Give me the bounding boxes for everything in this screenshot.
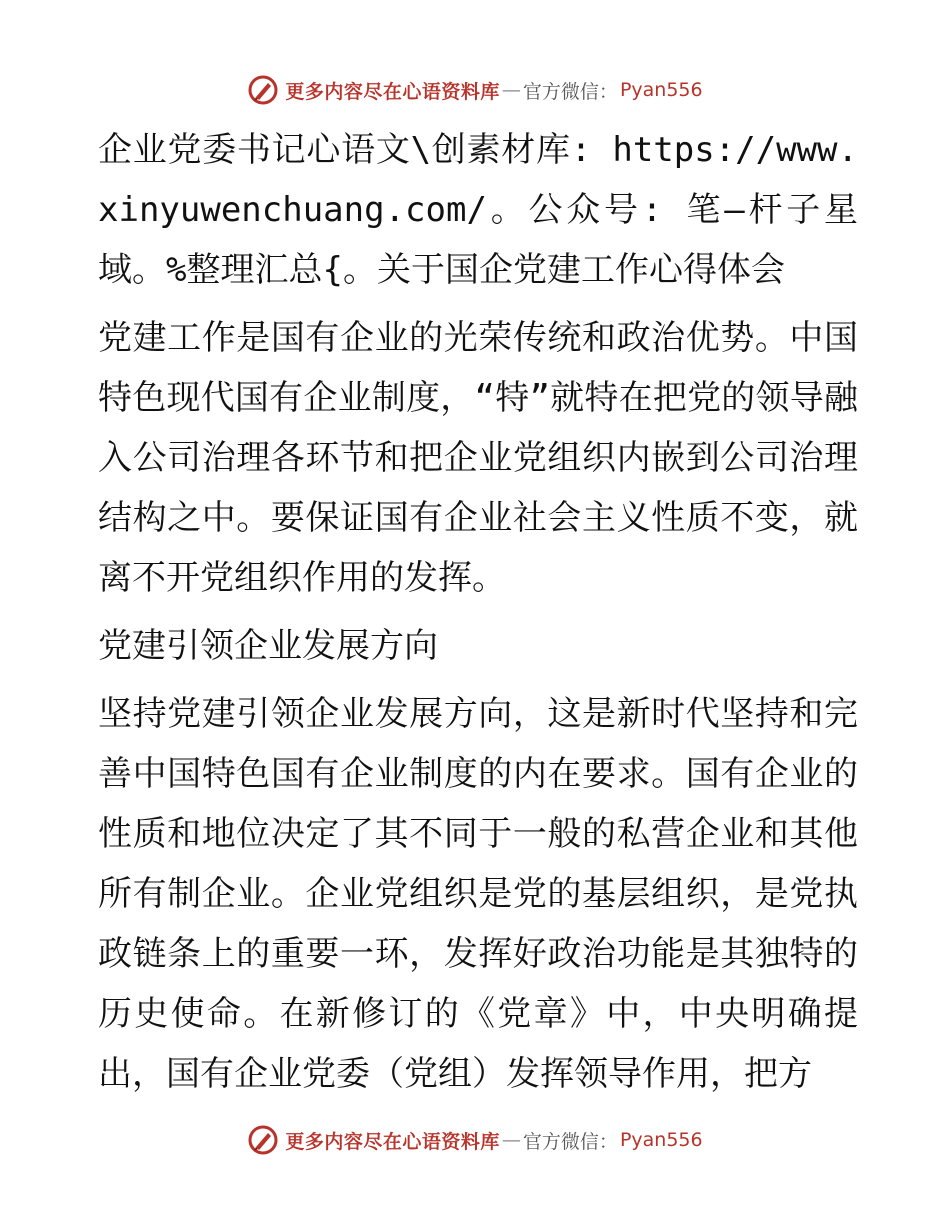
- watermark-text: 更多内容尽在心语资料库: [285, 80, 500, 103]
- watermark-header: [0, 70, 950, 110]
- watermark-separator: —: [501, 79, 521, 101]
- section-heading: 党建引领企业发展方向: [98, 626, 438, 666]
- pen-logo-icon: [247, 74, 279, 106]
- wechat-id: Pyan556: [619, 79, 703, 101]
- watermark-separator: —: [501, 1129, 521, 1151]
- watermark-footer: [0, 1120, 950, 1160]
- watermark-text: 更多内容尽在心语资料库: [285, 1130, 500, 1153]
- wechat-id: Pyan556: [619, 1129, 703, 1151]
- paragraph-intro: 企业党委书记心语文\创素材库: https://www.xinyuwenchuang.com/。公众号: 笔—杆子星域。%整理汇总{。关于国企党建工作心得体会: [98, 130, 858, 290]
- document-body: [98, 120, 858, 1112]
- pen-logo-icon: [247, 1124, 279, 1156]
- wechat-label: 官方微信：: [522, 80, 618, 103]
- wechat-label: 官方微信：: [522, 1130, 618, 1153]
- paragraph-2: 坚持党建引领企业发展方向，这是新时代坚持和完善中国特色国有企业制度的内在要求。国有企业的性质和地位决定了其不同于一般的私营企业和其他所有制企业。企业党组织是党的基层组织，是党执政链条上的重要一环，发挥好政治功能是其独特的历史使命。在新修订的《党章》中，中央明确提出，国有企业党委（党组）发挥领导作用，把方: [98, 694, 858, 1094]
- paragraph-1: 党建工作是国有企业的光荣传统和政治优势。中国特色现代国有企业制度，“特”就特在把党的领导融入公司治理各环节和把企业党组织内嵌到公司治理结构之中。要保证国有企业社会主义性质不变，就离不开党组织作用的发挥。: [98, 318, 858, 598]
